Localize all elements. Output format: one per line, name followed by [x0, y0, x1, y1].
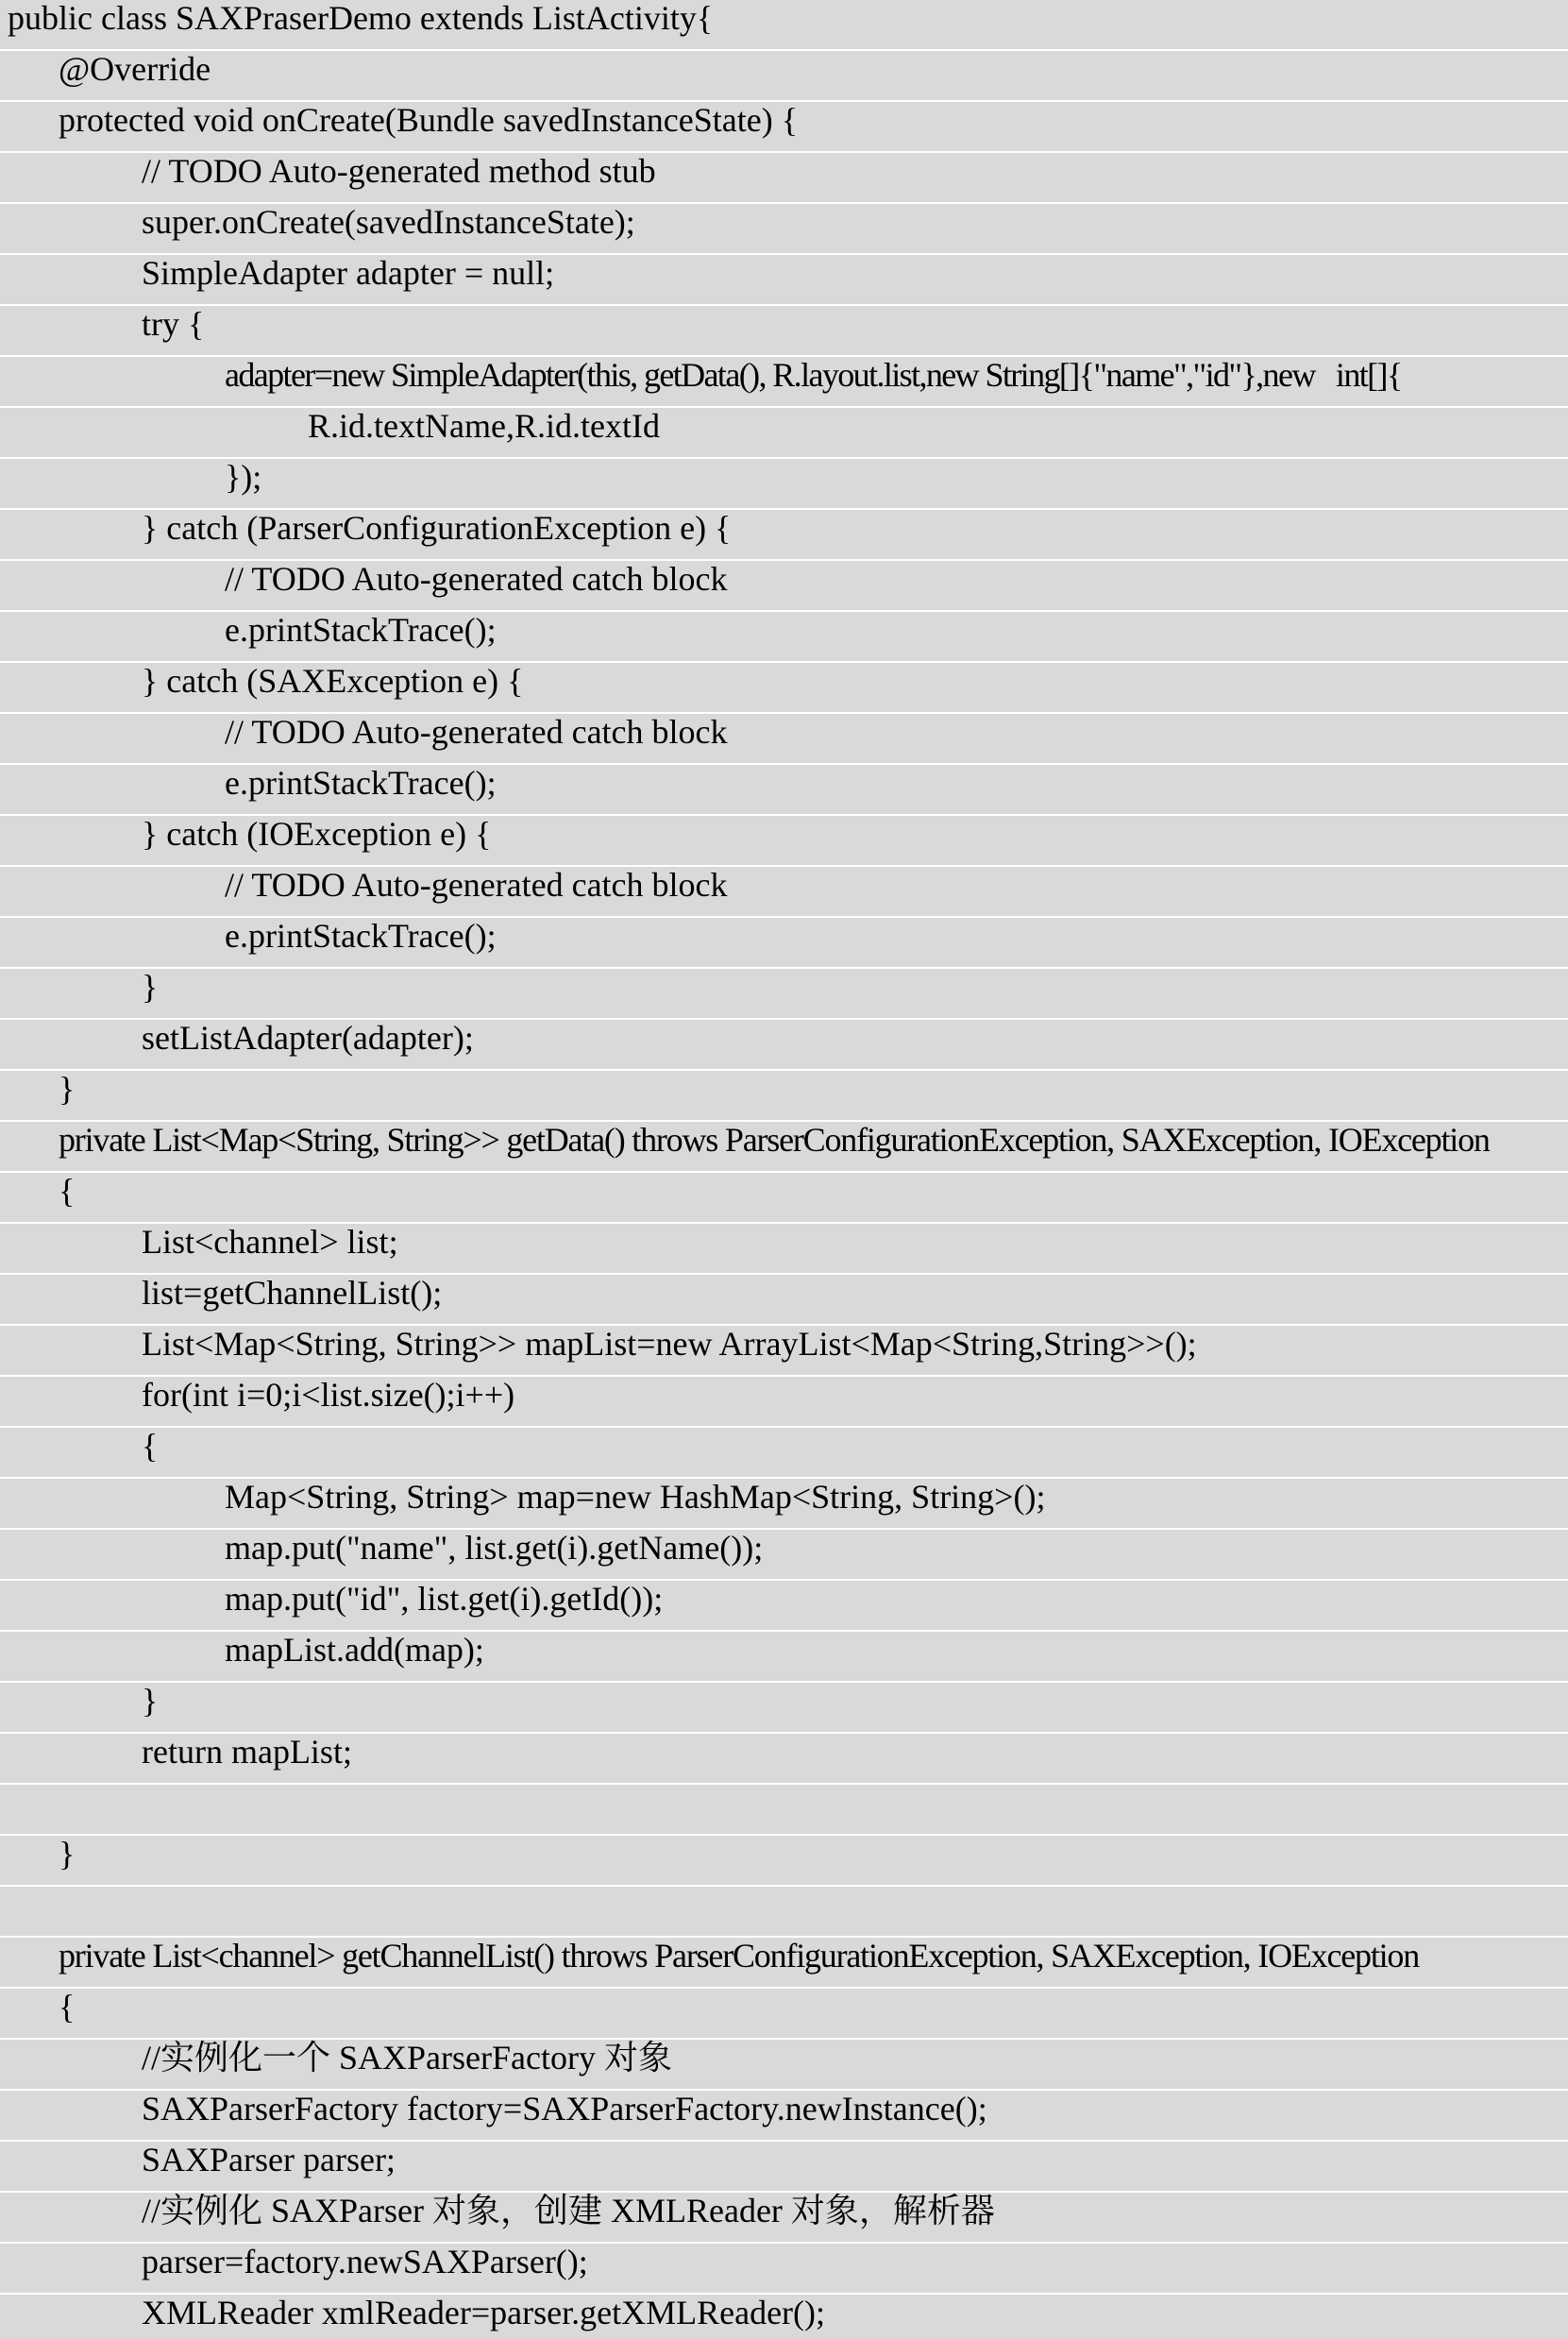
code-line: map.put("name", list.get(i).getName()); [225, 1529, 764, 1567]
line-separator [0, 1885, 1568, 1887]
code-line: SAXParser parser; [142, 2141, 396, 2178]
line-separator [0, 304, 1568, 306]
code-line-comment: // TODO Auto-generated catch block [225, 713, 728, 751]
code-line: e.printStackTrace(); [225, 611, 497, 649]
line-separator [0, 1834, 1568, 1836]
line-separator [0, 1783, 1568, 1785]
code-line: } [142, 1682, 159, 1720]
code-line: for(int i=0;i<list.size();i++) [142, 1376, 515, 1414]
code-line: SAXParserFactory factory=SAXParserFactory.newInstance(); [142, 2090, 987, 2127]
code-line: parser=factory.newSAXParser(); [142, 2243, 588, 2280]
line-separator [0, 1171, 1568, 1173]
line-separator [0, 406, 1568, 408]
line-separator [0, 49, 1568, 51]
code-line: R.id.textName,R.id.textId [308, 407, 660, 445]
code-line: try { [142, 305, 205, 343]
code-line: }); [225, 458, 262, 496]
code-line: } [142, 968, 159, 1006]
code-line: adapter=new SimpleAdapter(this, getData(), R.layout.list,new String[]{"name","id"},new int[]{ [225, 356, 1402, 394]
code-line: super.onCreate(savedInstanceState); [142, 203, 635, 241]
code-line: { [59, 1172, 76, 1210]
code-line-comment: //实例化 SAXParser 对象，创建 XMLReader 对象，解析器 [142, 2192, 995, 2229]
code-line-comment: // TODO Auto-generated catch block [225, 560, 728, 598]
line-separator [0, 967, 1568, 969]
code-line: setListAdapter(adapter); [142, 1019, 474, 1057]
code-line: } [59, 1070, 76, 1108]
code-line: Map<String, String> map=new HashMap<String, String>(); [225, 1478, 1046, 1516]
code-line-method-decl: protected void onCreate(Bundle savedInstanceState) { [59, 101, 798, 139]
code-line-comment: // TODO Auto-generated catch block [225, 866, 728, 904]
code-line: map.put("id", list.get(i).getId()); [225, 1580, 664, 1618]
code-line: XMLReader xmlReader=parser.getXMLReader(); [142, 2294, 826, 2331]
code-line: mapList.add(map); [225, 1631, 484, 1669]
code-line: { [59, 1988, 76, 2025]
code-line-method-decl: private List<Map<String, String>> getData() throws ParserConfigurationException, SAXException, IOException [59, 1121, 1490, 1159]
line-separator [0, 1426, 1568, 1428]
code-line-annotation: @Override [59, 50, 211, 88]
code-line: SimpleAdapter adapter = null; [142, 254, 555, 292]
code-line-comment: // TODO Auto-generated method stub [142, 152, 656, 190]
line-separator [0, 1681, 1568, 1683]
code-line: return mapList; [142, 1733, 352, 1771]
code-line-class-decl: public class SAXPraserDemo extends ListActivity{ [8, 0, 714, 37]
code-line: e.printStackTrace(); [225, 917, 497, 955]
code-line: List<channel> list; [142, 1223, 398, 1261]
code-line-method-decl: private List<channel> getChannelList() throws ParserConfigurationException, SAXException, IOException [59, 1937, 1420, 1975]
code-line: list=getChannelList(); [142, 1274, 443, 1312]
code-line: e.printStackTrace(); [225, 764, 497, 802]
code-line: } [59, 1835, 76, 1873]
line-separator [0, 1069, 1568, 1071]
code-line: } catch (IOException e) { [142, 815, 492, 853]
code-line: { [142, 1427, 159, 1465]
code-line: List<Map<String, String>> mapList=new ArrayList<Map<String,String>>(); [142, 1325, 1197, 1363]
code-line-comment: //实例化一个 SAXParserFactory 对象 [142, 2039, 672, 2076]
code-line: } catch (ParserConfigurationException e) { [142, 509, 732, 547]
line-separator [0, 1987, 1568, 1989]
code-line: } catch (SAXException e) { [142, 662, 524, 700]
